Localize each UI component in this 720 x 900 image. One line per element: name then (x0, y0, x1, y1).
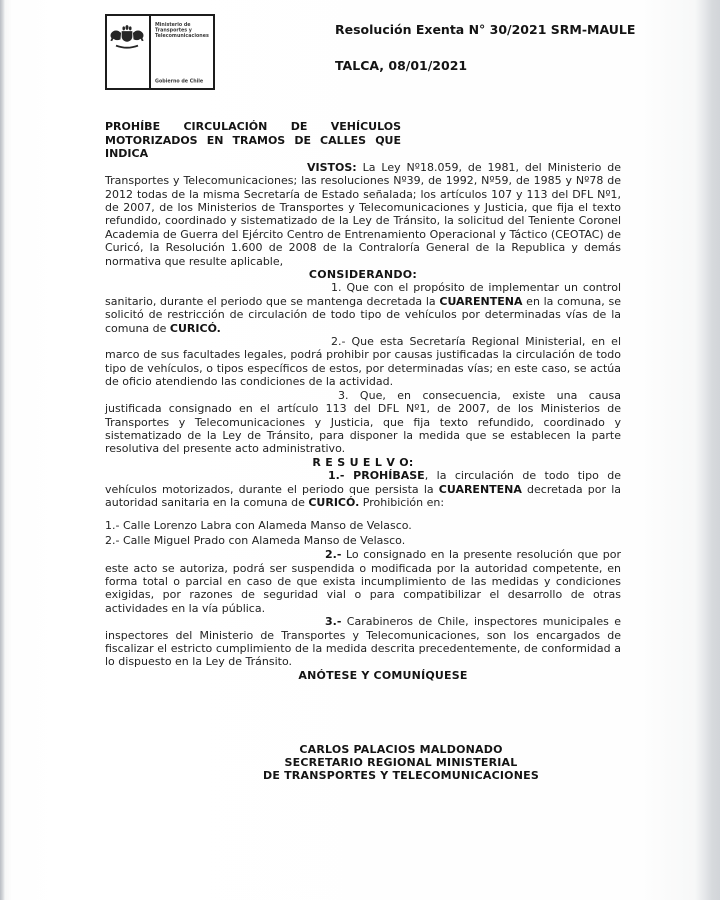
signatory-title-2: DE TRANSPORTES Y TELECOMUNICACIONES (263, 769, 539, 783)
street-item-1: 1.- Calle Lorenzo Labra con Alameda Manso de Velasco. (105, 519, 412, 533)
considerando-item-2: 2.- Que esta Secretaría Regional Ministerial, en el marco de sus facultades legales, podrá prohibir por causas justificadas la circulación de todo tipo de vehículos, o tipos específicos de estos, por determinadas vías; en este caso, se actúa de oficio atendiendo las condiciones de la actividad. (105, 335, 621, 389)
resuelvo-item-2: 2.- Lo consignado en la presente resolución que por este acto se autoriza, podrá ser suspendida o modificada por la autoridad competente, en forma total o parcial en caso de que exista incumplimiento de las medidas y condiciones exigidas, por razones de seguridad vial o para compatibilizar el desarrollo de otras actividades en la vía pública. (105, 548, 621, 615)
place-and-date: TALCA, 08/01/2021 (335, 58, 468, 73)
closing-formula: ANÓTESE Y COMUNÍQUESE (298, 668, 468, 682)
resuelvo-item-1: 1.- PROHÍBASE, la circulación de todo tipo de vehículos motorizados, durante el periodo que persista la CUARENTENA decretada por la autoridad sanitaria en la comuna de CURICÓ. Prohibición en: (105, 469, 621, 509)
street-item-2: 2.- Calle Miguel Prado con Alameda Manso de Velasco. (105, 533, 406, 547)
considerando-item-1: 1. Que con el propósito de implementar un control sanitario, durante el periodo que se mantenga decretada la CUARENTENA en la comuna, se solicitó de restricción de circulación de todo tipo de vehículos por determinadas vías de la comuna de CURICÓ. (105, 281, 621, 335)
street-list (105, 519, 621, 547)
resolution-number: Resolución Exenta N° 30/2021 SRM-MAULE (335, 22, 636, 37)
signatory-title-1: SECRETARIO REGIONAL MINISTERIAL (284, 756, 518, 770)
logo-ministry-text: Ministerio de Transportes y Telecomunicaciones (155, 22, 209, 39)
subject-line: PROHÍBE CIRCULACIÓN DE VEHÍCULOS MOTORIZADOS EN TRAMOS DE CALLES QUE INDICA (105, 120, 401, 161)
considerando-item-3: 3. Que, en consecuencia, existe una causa justificada consignado en el artículo 113 del DFL Nº1, de 2007, de los Ministerios de Transportes y Telecomunicaciones y Justicia, que fija texto refundido, coordinado y sistematizado de la Ley de Tránsito, para disponer la medida que se establecen la parte resolutiva del presente acto administrativo. (105, 388, 621, 456)
document-body (105, 120, 621, 783)
chile-coat-of-arms-icon (108, 21, 146, 53)
ministry-logo (105, 14, 215, 90)
resuelvo-heading: R E S U E L V O: (312, 455, 414, 469)
signature-block (105, 744, 621, 783)
logo-divider (149, 16, 151, 88)
vistos-paragraph: VISTOS: La Ley Nº18.059, de 1981, del Ministerio de Transportes y Telecomunicaciones; las resoluciones Nº39, de 1992, Nº59, de 1985 y Nº78 de 2012 todas de la misma Secretaría de Estado señalada; los artículos 107 y 113 del DFL Nº1, de 2007, de los Ministerios de Transportes y Telecomunicaciones y Justicia, que fija el texto refundido, coordinado y sistematizado de la Ley de Tránsito, la solicitud del Teniente Coronel Academia de Guerra del Ejército Centro de Entrenamiento Operacional y Táctico (CEOTAC) de Curicó, la Resolución 1.600 de 2008 de la Contraloría General de la Republica y demás normativa que resulte aplicable, (105, 160, 621, 268)
considerando-heading: CONSIDERANDO: (308, 268, 418, 282)
signatory-name: CARLOS PALACIOS MALDONADO (299, 743, 503, 757)
logo-government-text: Gobierno de Chile (155, 78, 204, 84)
resuelvo-item-3: 3.- Carabineros de Chile, inspectores municipales e inspectores del Ministerio de Transportes y Telecomunicaciones, son los encargados de fiscalizar el estricto cumplimiento de la medida descrita precedentemente, de conformidad a lo dispuesto en la Ley de Tránsito. (105, 615, 621, 669)
